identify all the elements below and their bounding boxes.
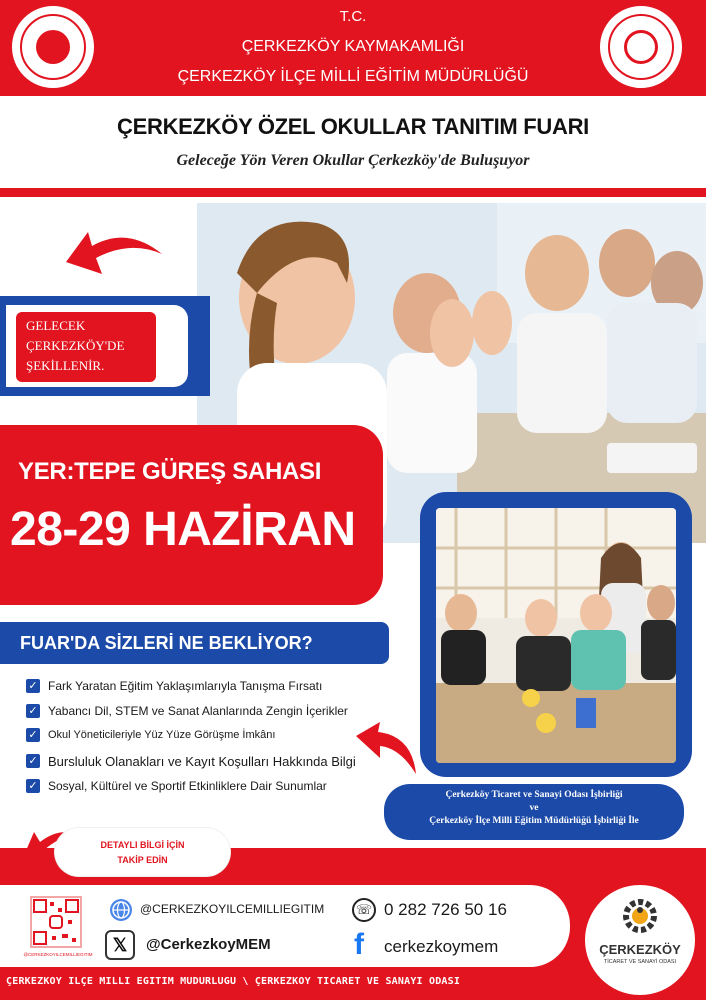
footer-text: ÇERKEZKÖY İLÇE MİLLİ EĞİTİM MÜDÜRLÜĞÜ \ ÇERKEZKÖY TİCARET VE SANAYİ ODASI [6, 976, 461, 987]
list-item-text: Bursluluk Olanakları ve Kayıt Koşulları Hakkında Bilgi [48, 753, 356, 769]
list-item-text: Yabancı Dil, STEM ve Sanat Alanlarında Zengin İçerikler [48, 704, 348, 718]
cooperation-line-3: Çerkezköy İlçe Milli Eğitim Müdürlüğü İşbirliği İle [429, 816, 639, 826]
chamber-logo-name: ÇERKEZKÖY [599, 942, 681, 957]
checkbox-icon: ✓ [26, 704, 40, 718]
chamber-logo-tagline: TİCARET VE SANAYİ ODASI [603, 959, 677, 965]
event-dates: 28-29 HAZİRAN [10, 503, 356, 556]
slogan-line-3: ŞEKİLLENİR. [26, 358, 105, 373]
list-item-text: Fark Yaratan Eğitim Yaklaşımlarıyla Tanışma Fırsatı [48, 679, 323, 693]
curved-arrow-icon [350, 716, 420, 778]
slogan-badge [16, 312, 156, 382]
follow-line-2: TAKİP EDİN [117, 855, 168, 865]
website-link[interactable]: @CERKEZKOYILCEMILLIEGITIM [140, 902, 325, 916]
follow-callout [55, 828, 230, 876]
qr-caption: @CERKEZKOYILCEMILLIEGITIM [23, 952, 93, 957]
expectations-heading: FUAR'DA SİZLERİ NE BEKLİYOR? [20, 633, 313, 653]
event-title: ÇERKEZKÖY ÖZEL OKULLAR TANITIM FUARI [117, 114, 589, 139]
list-item [26, 725, 275, 745]
students-photo [436, 508, 676, 763]
list-item [26, 776, 327, 796]
slogan-line-1: GELECEK [26, 318, 86, 333]
checkbox-icon: ✓ [26, 754, 40, 768]
follow-line-1: DETAYLI BİLGİ İÇİN [100, 840, 185, 850]
x-handle-link[interactable]: @CerkezkoyMEM [146, 936, 271, 953]
gear-icon [620, 896, 660, 936]
list-item-text: Sosyal, Kültürel ve Sportif Etkinliklere Dair Sunumlar [48, 779, 327, 793]
checkbox-icon: ✓ [26, 779, 40, 793]
title-divider [0, 188, 706, 197]
qr-code-icon[interactable] [30, 896, 82, 948]
title-band [0, 96, 706, 186]
venue-location: YER:TEPE GÜREŞ SAHASI [18, 458, 322, 485]
event-subtitle: Geleceğe Yön Veren Okullar Çerkezköy'de Buluşuyor [176, 152, 530, 169]
facebook-icon: f [354, 928, 364, 961]
list-item [26, 751, 356, 771]
phone-icon: ☏ [352, 898, 376, 922]
curved-arrow-icon [58, 218, 168, 276]
list-item-text: Okul Yöneticileriyle Yüz Yüze Görüşme İmkânı [48, 729, 276, 741]
slogan-line-2: ÇERKEZKÖY'DE [26, 338, 125, 353]
phone-number[interactable]: 0 282 726 50 16 [384, 900, 507, 919]
checkbox-icon: ✓ [26, 679, 40, 693]
header-kaymakamlik: ÇERKEZKÖY KAYMAKAMLIĞI [241, 38, 465, 55]
facebook-link[interactable]: cerkezkoymem [384, 937, 499, 956]
x-logo-icon: 𝕏 [105, 930, 135, 960]
header-tc: T.C. [339, 8, 367, 25]
cooperation-badge [384, 784, 684, 840]
cooperation-line-1: Çerkezköy Ticaret ve Sanayi Odası İşbirliği [445, 790, 623, 800]
list-item [26, 676, 322, 696]
globe-icon [110, 899, 132, 921]
cooperation-line-2: ve [529, 803, 539, 813]
list-item [26, 701, 348, 721]
checkbox-icon: ✓ [26, 728, 40, 742]
header-directorate: ÇERKEZKÖY İLÇE MİLLİ EĞİTİM MÜDÜRLÜĞÜ [177, 68, 529, 85]
